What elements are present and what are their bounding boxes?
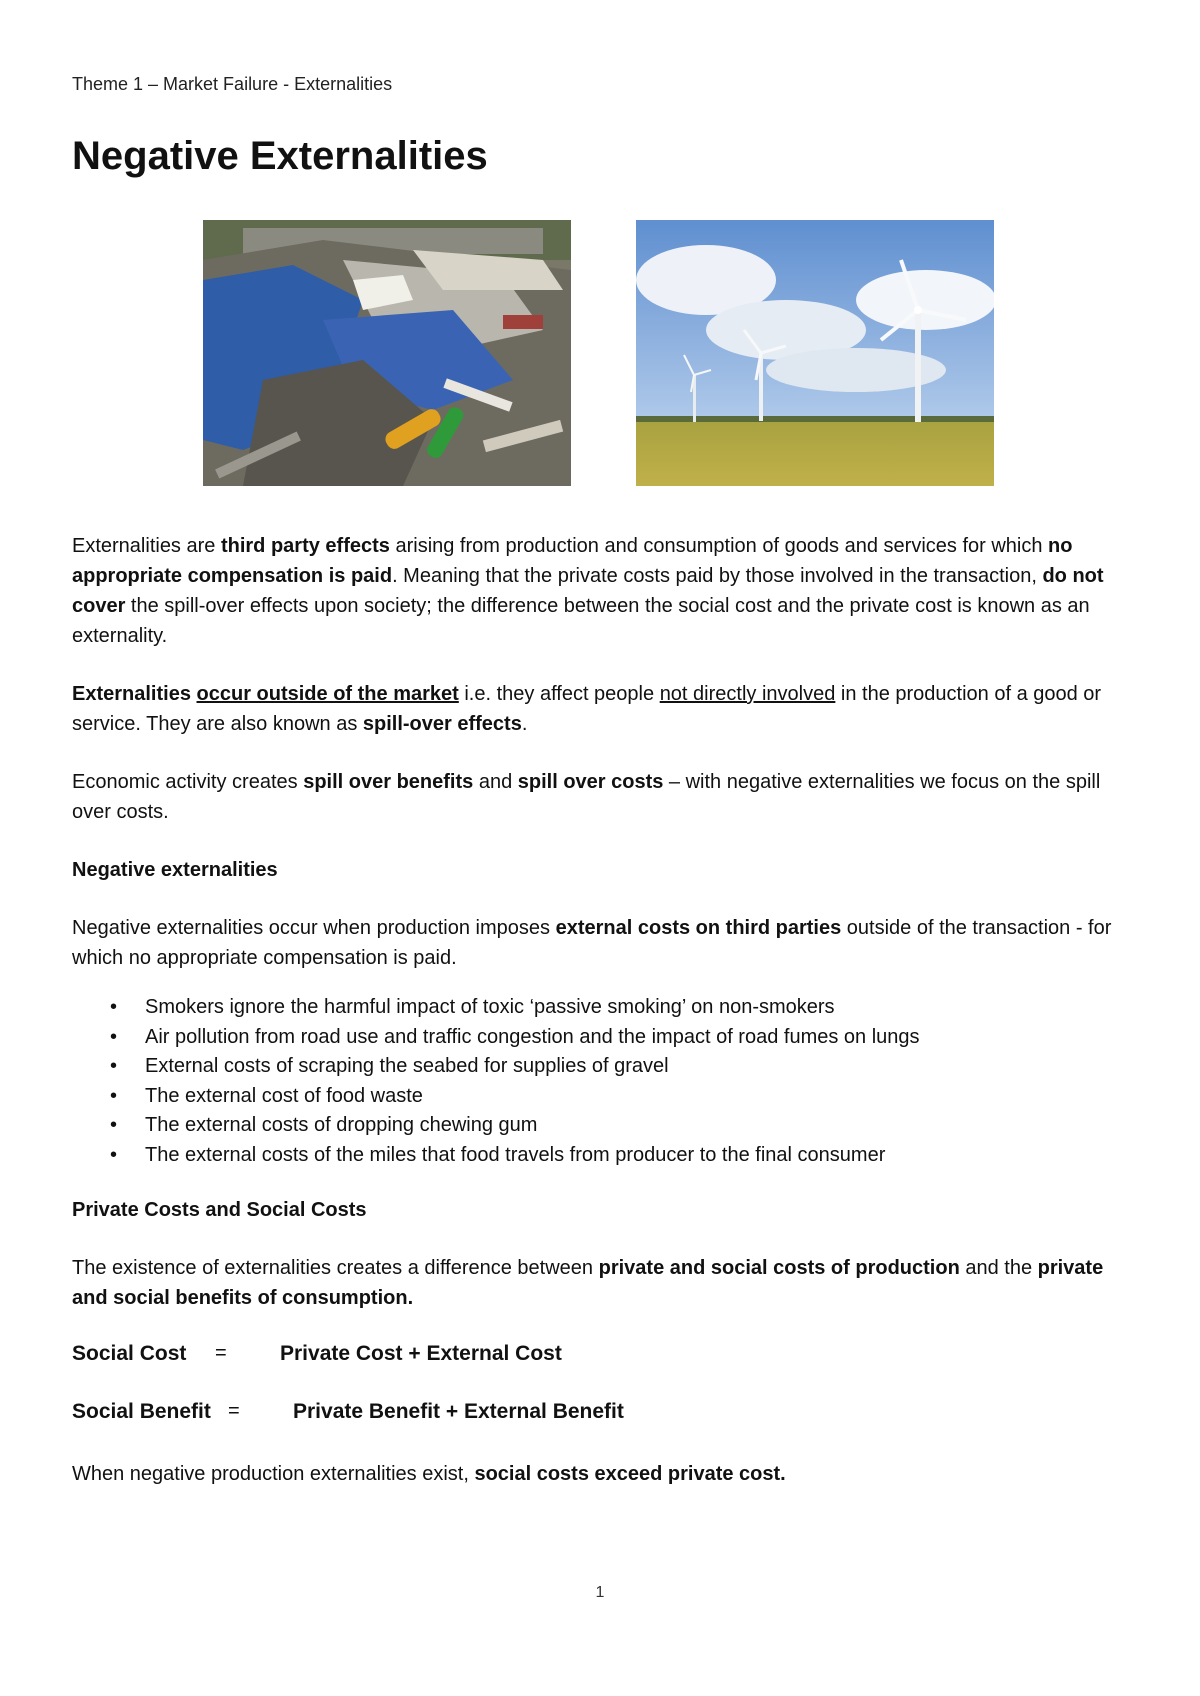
text-run: and bbox=[473, 771, 518, 793]
examples-bullet-list bbox=[72, 993, 1138, 1171]
list-item: • The external costs of the miles that food travels from producer to the final consumer bbox=[72, 1141, 1138, 1171]
rubbish-pile-illustration bbox=[203, 220, 571, 486]
text-run: in the production of a good or service. They are also known as bbox=[72, 683, 1102, 735]
rubbish-pile-photo bbox=[203, 220, 571, 486]
text-run: outside of the transaction - for which no appropriate compensation is paid. bbox=[72, 917, 1112, 969]
bold-run: spill over costs bbox=[517, 771, 664, 793]
paragraph-definition bbox=[72, 531, 1138, 651]
list-item: • Air pollution from road use and traffic congestion and the impact of road fumes on lungs bbox=[72, 1023, 1138, 1053]
page-number: 1 bbox=[595, 1584, 605, 1601]
paragraph-spill-over bbox=[72, 767, 1138, 827]
bold-run: Externalities bbox=[72, 683, 197, 705]
list-item: • External costs of scraping the seabed for supplies of gravel bbox=[72, 1052, 1138, 1082]
paragraph-private-social bbox=[72, 1253, 1138, 1313]
text-run: the spill-over effects upon society; the difference between the social cost and the private cost is known as an externality. bbox=[72, 595, 1090, 647]
paragraph-conclusion bbox=[72, 1459, 1138, 1489]
equals-sign: = bbox=[228, 1400, 240, 1422]
section-heading-negative-externalities: Negative externalities bbox=[72, 859, 278, 881]
text-run: and the bbox=[959, 1257, 1038, 1279]
text-run: i.e. they affect people bbox=[458, 683, 660, 705]
bold-run: do not cover bbox=[72, 565, 1104, 617]
bold-underlined-run: occur outside of the market bbox=[196, 683, 459, 705]
section-heading-private-social-costs: Private Costs and Social Costs bbox=[72, 1199, 367, 1221]
paragraph-outside-market bbox=[72, 679, 1138, 739]
equation-right: Private Cost + External Cost bbox=[280, 1342, 562, 1365]
text-run: . bbox=[521, 713, 528, 735]
page-title: Negative Externalities bbox=[72, 134, 488, 178]
list-item: • The external cost of food waste bbox=[72, 1082, 1138, 1112]
equation-left: Social Cost bbox=[72, 1342, 187, 1365]
text-run: – with negative externalities we focus on the spill over costs. bbox=[72, 771, 1101, 823]
page-header: Theme 1 – Market Failure - Externalities bbox=[72, 74, 393, 94]
text-run: Economic activity creates bbox=[72, 771, 304, 793]
text-run: When negative production externalities exist, bbox=[72, 1463, 475, 1485]
bold-run: no appropriate compensation is paid bbox=[72, 535, 1073, 587]
text-run: The existence of externalities creates a difference between bbox=[72, 1257, 599, 1279]
text-run: Negative externalities occur when production imposes bbox=[72, 917, 556, 939]
bold-run: private and social costs of production bbox=[598, 1257, 960, 1279]
wind-turbines-photo bbox=[636, 220, 994, 486]
bold-run: private and social benefits of consumption. bbox=[72, 1257, 1104, 1309]
bold-run: spill-over effects bbox=[362, 713, 522, 735]
underlined-run: not directly involved bbox=[659, 683, 836, 705]
text-run: arising from production and consumption of goods and services for which bbox=[389, 535, 1049, 557]
equals-sign: = bbox=[215, 1342, 227, 1364]
bold-run: third party effects bbox=[220, 535, 390, 557]
bold-run: social costs exceed private cost. bbox=[474, 1463, 786, 1485]
text-run: Externalities are bbox=[72, 535, 221, 557]
bold-run: spill over benefits bbox=[303, 771, 474, 793]
wind-turbines-illustration bbox=[636, 220, 994, 486]
list-item: • The external costs of dropping chewing gum bbox=[72, 1111, 1138, 1141]
text-run: . Meaning that the private costs paid by those involved in the transaction, bbox=[392, 565, 1043, 587]
equation-left: Social Benefit bbox=[72, 1400, 211, 1423]
equation-right: Private Benefit + External Benefit bbox=[293, 1400, 624, 1423]
bold-run: external costs on third parties bbox=[555, 917, 842, 939]
paragraph-negative-definition bbox=[72, 913, 1138, 973]
list-item: • Smokers ignore the harmful impact of toxic ‘passive smoking’ on non-smokers bbox=[72, 993, 1138, 1023]
